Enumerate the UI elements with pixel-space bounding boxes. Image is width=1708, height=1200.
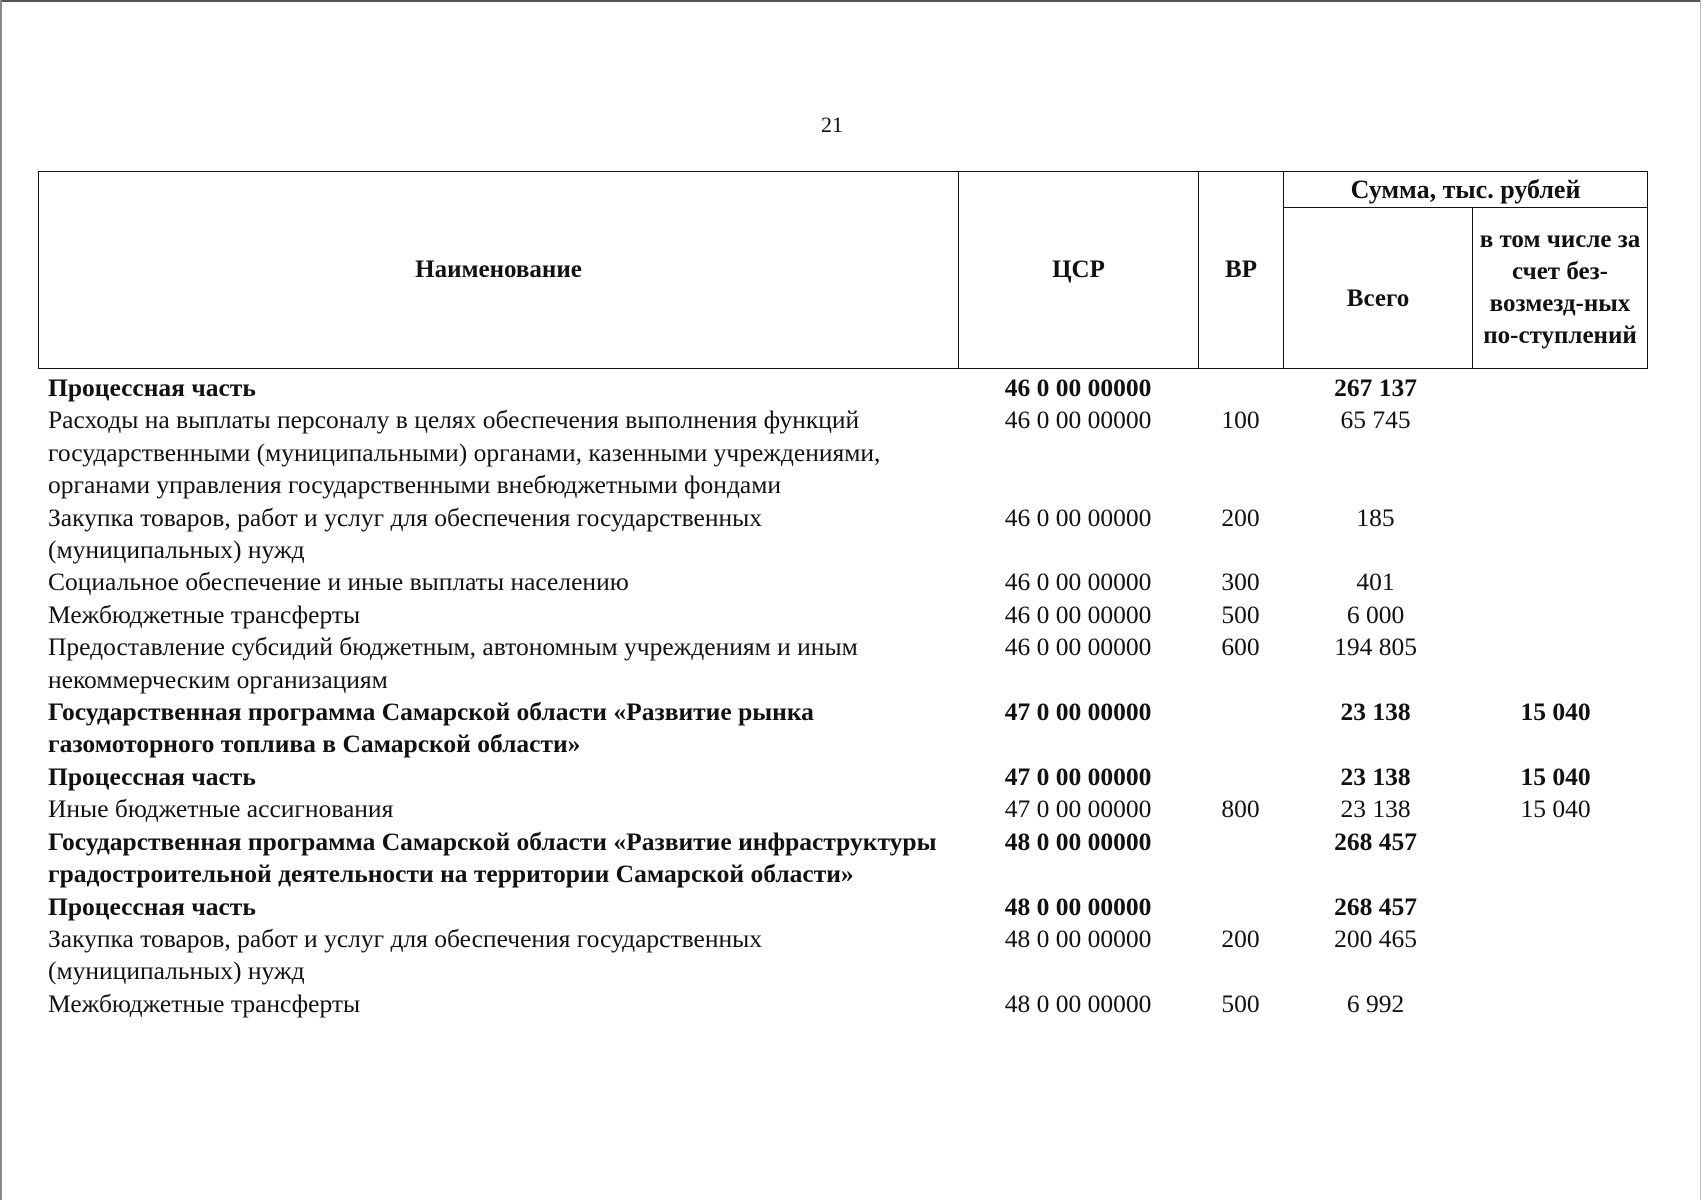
table-body	[38, 372, 1643, 1020]
cell-vr	[1198, 891, 1283, 923]
header-sum-group: Сумма, тыс. рублей	[1284, 172, 1648, 208]
cell-csr: 48 0 00 00000	[1004, 891, 1152, 921]
cell-name: Иные бюджетные ассигнования	[48, 794, 394, 824]
cell-csr: 46 0 00 00000	[1004, 599, 1152, 629]
cell-total: 65 745	[1340, 405, 1411, 435]
cell-name: Процессная часть	[48, 891, 256, 921]
header-name: Наименование	[39, 172, 959, 369]
cell-name: Закупка товаров, работ и услуг для обеспечения государственных (муниципальных) нужд	[48, 923, 763, 986]
cell-name: Предоставление субсидий бюджетным, автономным учреждениям и иным некоммерческим организациям	[48, 632, 858, 694]
scan-edge-right	[1700, 0, 1701, 1200]
cell-csr: 47 0 00 00000	[1004, 794, 1152, 824]
cell-free: 15 040	[1520, 697, 1591, 727]
cell-total: 6 992	[1346, 988, 1405, 1018]
table-header	[38, 171, 1648, 369]
cell-total: 401	[1356, 567, 1395, 597]
cell-name: Государственная программа Самарской области «Развитие рынка газомоторного топлива в Самарской области»	[48, 697, 814, 759]
cell-total: 194 805	[1334, 632, 1417, 662]
header-vr: ВР	[1199, 172, 1284, 369]
cell-free: 15 040	[1520, 761, 1591, 791]
cell-free	[1468, 372, 1643, 404]
cell-name: Государственная программа Самарской области «Развитие инфраструктуры градостроительной деятельности на территории Самарской области»	[48, 826, 937, 889]
cell-csr: 46 0 00 00000	[1004, 405, 1152, 435]
cell-vr: 600	[1221, 632, 1260, 662]
page-number: 21	[821, 112, 843, 137]
cell-vr	[1198, 826, 1283, 891]
cell-csr: 48 0 00 00000	[1004, 988, 1152, 1018]
cell-free	[1468, 631, 1643, 696]
cell-name: Расходы на выплаты персоналу в целях обеспечения выполнения функций государственными (муниципальными) органами, казенными учреждениями, органами управления государственными внебюджетными фондами	[48, 405, 881, 500]
cell-vr: 100	[1221, 405, 1260, 435]
header-free-receipts: в том числе за счет без-возмезд-ных по-ступлений	[1473, 208, 1648, 369]
scan-edge-left	[0, 0, 2, 1200]
cell-name: Процессная часть	[48, 761, 256, 791]
cell-vr: 800	[1221, 794, 1260, 824]
cell-csr: 48 0 00 00000	[1004, 826, 1152, 856]
cell-vr	[1198, 372, 1283, 404]
cell-name: Межбюджетные трансферты	[48, 988, 361, 1018]
cell-free	[1468, 826, 1643, 891]
cell-free	[1468, 891, 1643, 923]
cell-total: 23 138	[1340, 697, 1411, 727]
cell-csr: 46 0 00 00000	[1004, 567, 1152, 597]
cell-csr: 46 0 00 00000	[1004, 502, 1152, 532]
cell-csr: 47 0 00 00000	[1004, 697, 1152, 727]
cell-free	[1468, 502, 1643, 567]
cell-name: Закупка товаров, работ и услуг для обеспечения государственных (муниципальных) нужд	[48, 502, 763, 565]
cell-vr	[1198, 696, 1283, 761]
cell-name: Социальное обеспечение и иные выплаты населению	[48, 567, 629, 597]
cell-total: 23 138	[1340, 761, 1411, 791]
cell-vr: 500	[1221, 599, 1260, 629]
cell-csr: 46 0 00 00000	[1004, 373, 1152, 402]
cell-total: 23 138	[1340, 794, 1411, 824]
cell-free	[1468, 988, 1643, 1020]
cell-vr: 300	[1221, 567, 1260, 597]
cell-csr: 46 0 00 00000	[1004, 632, 1152, 662]
scan-edge-top	[0, 0, 1700, 2]
cell-name: Процессная часть	[48, 373, 256, 402]
cell-total: 185	[1356, 502, 1395, 532]
cell-total: 268 457	[1334, 891, 1417, 921]
cell-total: 267 137	[1334, 373, 1417, 402]
cell-free	[1468, 599, 1643, 631]
cell-vr: 200	[1221, 502, 1260, 532]
cell-csr: 48 0 00 00000	[1004, 923, 1152, 953]
cell-free	[1468, 566, 1643, 598]
cell-free	[1468, 923, 1643, 988]
cell-free: 15 040	[1520, 794, 1591, 824]
cell-csr: 47 0 00 00000	[1004, 761, 1152, 791]
cell-free	[1468, 404, 1643, 501]
cell-vr	[1198, 761, 1283, 793]
cell-total: 6 000	[1346, 599, 1405, 629]
header-csr: ЦСР	[959, 172, 1199, 369]
header-total: Всего	[1284, 208, 1473, 369]
cell-name: Межбюджетные трансферты	[48, 599, 361, 629]
cell-vr: 500	[1221, 988, 1260, 1018]
cell-vr: 200	[1221, 923, 1260, 953]
cell-total: 268 457	[1334, 826, 1417, 856]
cell-total: 200 465	[1334, 923, 1417, 953]
